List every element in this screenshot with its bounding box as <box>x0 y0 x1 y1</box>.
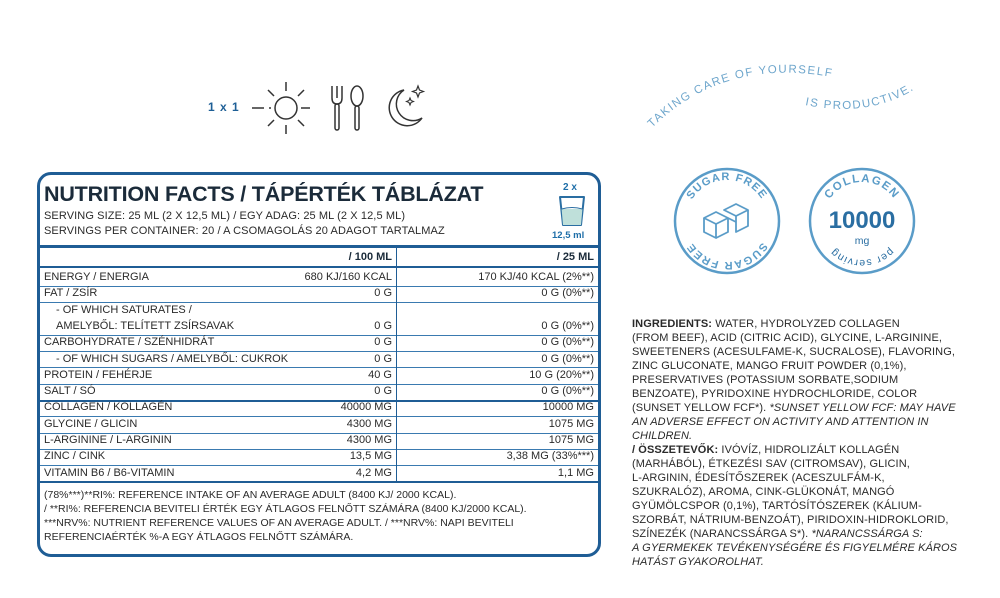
nutrition-row <box>44 352 596 368</box>
value-per-25ml: 0 G (0%**) <box>541 287 594 300</box>
value-per-100ml: 0 G <box>374 352 392 365</box>
value-per-100ml: 4,2 MG <box>355 466 392 479</box>
nutrition-row <box>44 400 596 416</box>
svg-text:per serving <box>828 246 896 269</box>
ingredients-line: SZUKRALÓZ), AROMA, CINK-GLÜKONÁT, MANGÓ <box>632 486 895 498</box>
nutrition-title: NUTRITION FACTS / TÁPÉRTÉK TÁBLÁZAT <box>44 182 484 206</box>
nutrition-row <box>44 319 596 335</box>
ingredients-line: (FROM BEEF), ACID (CITRIC ACID), GLYCINE, L-ARGININE, <box>632 332 943 344</box>
cup-volume: 12,5 ml <box>552 230 585 241</box>
value-per-25ml: 10000 MG <box>542 401 594 414</box>
value-per-100ml: 40000 MG <box>340 401 392 414</box>
per-serving-label: per serving <box>827 245 897 270</box>
value-per-100ml: 4300 MG <box>346 434 392 446</box>
footnote-1: (78%***)**RI%: REFERENCE INTAKE OF AN AVERAGE ADULT (8400 KJ/ 2000 KCAL). <box>44 489 457 501</box>
footnote-2: / **RI%: REFERENCIA BEVITELI ÉRTÉK EGY ÁTLAGOS FELNŐTT SZÁMÁRA (8400 KJ/2000 KCAL). <box>44 503 527 515</box>
column-header-row <box>44 250 596 266</box>
divider-thick <box>40 481 598 483</box>
value-per-25ml: 1075 MG <box>548 434 594 446</box>
column-100ml: / 100 ML <box>348 251 392 263</box>
value-per-25ml: 1075 MG <box>548 417 594 430</box>
nutrient-name: - OF WHICH SUGARS / AMELYBŐL: CUKROK <box>56 352 289 365</box>
sun-icon <box>250 78 314 136</box>
nutrient-name: GLYCINE / GLICIN <box>44 417 138 430</box>
footnote-4: REFERENCIAÉRTÉK %-A EGY ÁTLAGOS FELNŐTT SZÁMÁRA. <box>44 531 354 543</box>
nutrient-name: AMELYBŐL: TELÍTETT ZSÍRSAVAK <box>56 319 235 332</box>
collagen-badge <box>807 166 917 276</box>
divider-thick <box>40 245 598 248</box>
value-per-100ml: 0 G <box>374 319 392 332</box>
value-per-25ml: 0 G (0%**) <box>541 336 594 349</box>
svg-text:TAKING CARE OF YOURSELF <box>646 64 834 130</box>
nutrient-name: ZINC / CINK <box>44 450 106 463</box>
svg-text:SUGAR FREE <box>685 171 770 202</box>
nutrient-name: L-ARGININE / L-ARGININ <box>44 434 172 446</box>
value-per-100ml: 0 G <box>374 287 392 300</box>
ingredients-line: A GYERMEKEK TEVÉKENYSÉGÉRE ÉS FIGYELMÉRE KÁROS <box>632 542 958 554</box>
ingredients-line: BENZOATE), PYRIDOXINE HYDROCHLORIDE, COLOR <box>632 388 918 400</box>
value-per-25ml: 0 G (0%**) <box>541 352 594 365</box>
svg-text:SUGAR FREE <box>685 240 770 271</box>
value-per-25ml: 170 KJ/40 KCAL (2%**) <box>478 271 594 283</box>
nutrition-row <box>44 466 596 482</box>
value-per-100ml: 4300 MG <box>346 417 392 430</box>
collagen-unit: mg <box>854 235 870 247</box>
ingredients-line: SWEETENERS (ACESULFAME-K, SUCRALOSE), FLAVORING, <box>632 346 956 358</box>
nutrient-name: PROTEIN / FEHÉRJE <box>44 368 153 381</box>
ingredients-line: / ÖSSZETEVŐK: IVÓVÍZ, HIDROLIZÁLT KOLLAGÉN <box>632 444 900 456</box>
nutrition-row <box>44 303 596 319</box>
value-per-100ml: 0 G <box>374 385 392 398</box>
nutrition-row <box>44 449 596 465</box>
nutrition-row <box>44 417 596 433</box>
collagen-label: COLLAGEN <box>822 172 902 202</box>
serving-size: SERVING SIZE: 25 ML (2 X 12,5 ML) / EGY ADAG: 25 ML (2 X 12,5 ML) <box>44 210 406 222</box>
ingredients-line: (SUNSET YELLOW FCF*). *SUNSET YELLOW FCF: MAY HAVE <box>632 402 956 414</box>
sugar-free-bottom: SUGAR FREE <box>684 240 770 272</box>
column-divider <box>396 248 397 481</box>
nutrient-name: VITAMIN B6 / B6-VITAMIN <box>44 466 175 479</box>
divider-thick <box>40 266 598 268</box>
ingredients-line: SZORBÁT, NÁTRIUM-BENZOÁT), PIRIDOXIN-HIDROKLORID, <box>632 514 949 526</box>
ingredients-line: CHILDREN. <box>632 430 693 442</box>
value-per-100ml: 40 G <box>368 368 392 381</box>
ingredients-line: (MARHÁBÓL), ÉTKEZÉSI SAV (CITROMSAV), GLICIN, <box>632 458 910 470</box>
value-per-25ml: 0 G (0%**) <box>541 385 594 398</box>
value-per-100ml: 680 KJ/160 KCAL <box>304 271 392 283</box>
column-25ml: / 25 ML <box>556 251 594 263</box>
value-per-100ml: 0 G <box>374 336 392 349</box>
nutrient-name: FAT / ZSÍR <box>44 287 98 300</box>
cup-count: 2 x <box>563 182 577 193</box>
value-per-25ml: 1,1 MG <box>557 466 594 479</box>
ingredients-line: SZÍNEZÉK (NARANCSSÁRGA S*). *NARANCSSÁRGA S: <box>632 528 923 540</box>
svg-text:IS PRODUCTIVE. <box>804 81 916 112</box>
nutrient-name: SALT / SÓ <box>44 385 96 398</box>
ingredients-line: L-ARGININ, ÉDESÍTŐSZEREK (ACESZULFÁM-K, <box>632 472 885 484</box>
tagline-line2: IS PRODUCTIVE. <box>804 81 917 113</box>
ingredients-line: AN ADVERSE EFFECT ON ACTIVITY AND ATTENTION IN <box>632 416 929 428</box>
nutrition-row <box>44 368 596 384</box>
measuring-cup-icon <box>557 194 587 228</box>
tagline <box>630 30 960 150</box>
servings-per-container: SERVINGS PER CONTAINER: 20 / A CSOMAGOLÁS 20 ADAGOT TARTALMAZ <box>44 225 445 237</box>
dosage-label: 1 x 1 <box>208 100 240 114</box>
ingredients-line: ZINC GLUCONATE, MANGO FRUIT POWDER (0,1%), <box>632 360 907 372</box>
nutrition-row <box>44 335 596 351</box>
nutrition-row <box>44 270 596 286</box>
nutrient-name: ENERGY / ENERGIA <box>44 271 149 283</box>
ingredients-line: INGREDIENTS: WATER, HYDROLYZED COLLAGEN <box>632 318 900 330</box>
nutrition-row <box>44 384 596 400</box>
moon-stars-icon <box>384 84 432 134</box>
ingredients-line: PRESERVATIVES (POTASSIUM SORBATE,SODIUM <box>632 374 899 386</box>
value-per-25ml: 3,38 MG (33%***) <box>506 450 594 463</box>
nutrient-name: - OF WHICH SATURATES / <box>56 303 192 316</box>
nutrition-row <box>44 286 596 302</box>
nutrient-name: CARBOHYDRATE / SZÉNHIDRÁT <box>44 336 215 349</box>
sugar-free-top: SUGAR FREE <box>684 170 770 202</box>
ingredients-line: HATÁST GYAKOROLHAT. <box>632 556 764 568</box>
value-per-25ml: 10 G (20%**) <box>529 368 594 381</box>
tagline-line1: TAKING CARE OF YOURSELF <box>645 63 835 131</box>
nutrition-row <box>44 433 596 449</box>
value-per-100ml: 13,5 MG <box>349 450 392 463</box>
value-per-25ml: 0 G (0%**) <box>541 319 594 332</box>
footnote-3: ***NRV%: NUTRIENT REFERENCE VALUES OF AN AVERAGE ADULT. / ***NRV%: NAPI BEVITELI <box>44 517 514 529</box>
fork-spoon-icon <box>328 84 368 134</box>
sugar-free-badge <box>672 166 782 276</box>
collagen-amount: 10000 <box>828 207 896 234</box>
nutrient-name: COLLAGEN / KOLLAGÉN <box>44 401 173 414</box>
sugar-cubes-icon <box>704 204 748 238</box>
ingredients-line: GYÜMÖLCSPOR (0,1%), TARTÓSÍTÓSZEREK (KÁLIUM- <box>632 500 922 512</box>
